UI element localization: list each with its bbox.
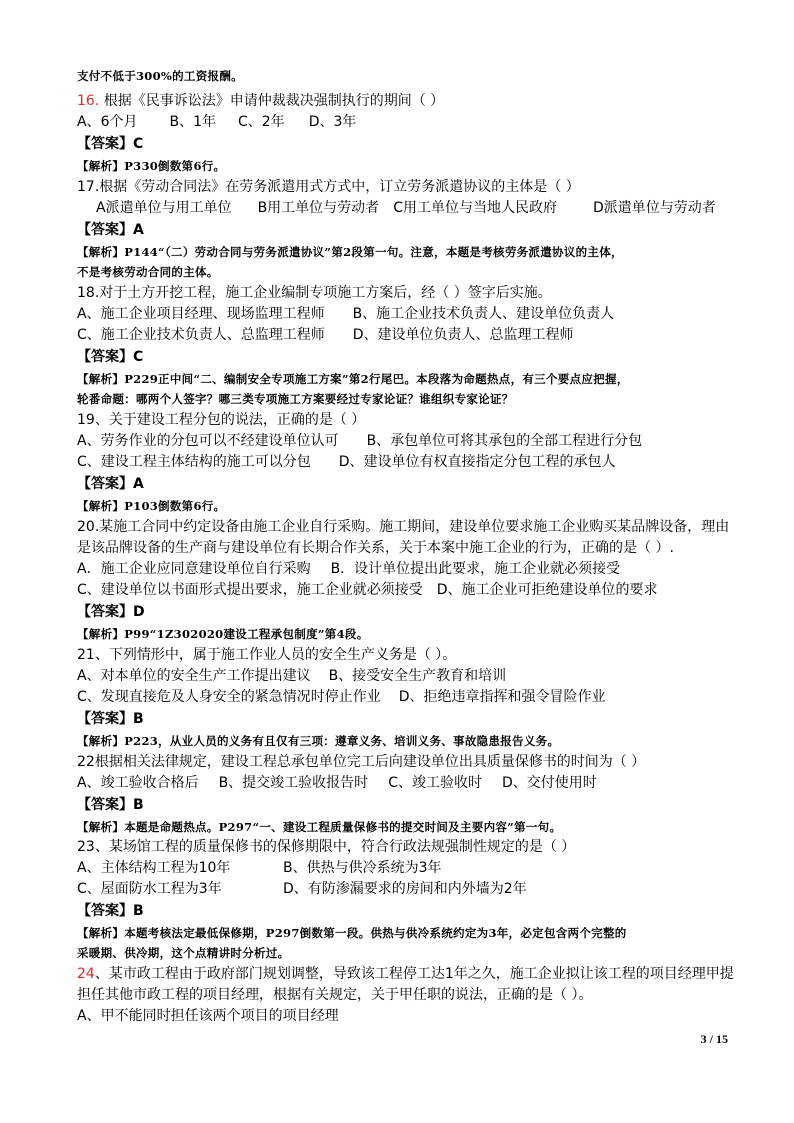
answer-value: C (133, 136, 144, 152)
analysis-text: P229正中间“二、编制安全专项施工方案”第2行尾巴。本段落为命题热点，有三个要点应把握， (124, 372, 629, 386)
option-c: C、建设工程主体结构的施工可以分包 (77, 454, 311, 470)
question-20-options-row-1 (77, 560, 620, 578)
option-d: D、交付使用时 (501, 775, 597, 791)
analysis-text: P330倒数第6行。 (124, 159, 226, 173)
question-17-options (96, 199, 716, 217)
question-23-options-row-1 (77, 859, 442, 877)
analysis-23-continued: 采暖期、供冷期，这个点精讲时分析过。 (77, 946, 290, 960)
answer-value: D (133, 604, 145, 620)
analysis-label: 【解析】 (77, 734, 125, 748)
option-c: C、竣工验收时 (388, 775, 482, 791)
answer-label: 【答案】 (77, 797, 133, 813)
option-b: B．设计单位提出此要求，施工企业就必须接受 (330, 561, 621, 577)
question-21: 21、下列情形中，属于施工作业人员的安全生产义务是（ ）。 (77, 647, 457, 663)
question-18: 18.对于土方开挖工程，施工企业编制专项施工方案后，经（ ）签字后实施。 (77, 285, 552, 301)
analysis-text: 本题是命题热点。P297“一、建设工程质量保修书的提交时间及主要内容”第一句。 (124, 820, 562, 834)
answer-label: 【答案】 (77, 903, 133, 919)
question-23-options-row-2 (77, 880, 527, 898)
analysis-label: 【解析】 (77, 245, 125, 259)
option-a: A、主体结构工程为10年 (77, 860, 231, 876)
option-c: C、2年 (238, 114, 285, 130)
answer-23 (77, 902, 144, 920)
previous-analysis-fragment: 支付不低于300%的工资报酬。 (77, 69, 243, 83)
option-a: A、劳务作业的分包可以不经建设单位认可 (77, 433, 339, 449)
question-21-options-row-2 (77, 688, 606, 706)
analysis-label: 【解析】 (77, 627, 125, 641)
answer-label: 【答案】 (77, 476, 133, 492)
option-b: B用工单位与劳动者 (257, 200, 380, 216)
question-24-number: 24 (77, 966, 95, 982)
analysis-label: 【解析】 (77, 159, 125, 173)
answer-20 (77, 603, 145, 621)
question-20-continued: 是该品牌设备的生产商与建设单位有长期合作关系，关于本案中施工企业的行为，正确的是（ ）. (77, 540, 674, 556)
option-b: B、1年 (169, 114, 216, 130)
analysis-17 (77, 243, 623, 261)
question-22-options (77, 774, 597, 792)
answer-label: 【答案】 (77, 222, 133, 238)
option-a: A、竣工验收合格后 (77, 775, 199, 791)
option-d: D、3年 (308, 114, 357, 130)
option-a: A、6个月 (77, 114, 138, 130)
question-19: 19、关于建设工程分包的说法，正确的是（ ） (77, 412, 366, 428)
question-21-options-row-1 (77, 667, 506, 685)
answer-value: B (133, 711, 144, 727)
analysis-label: 【解析】 (77, 499, 125, 513)
analysis-text: P103倒数第6行。 (124, 499, 226, 513)
answer-18 (77, 348, 143, 366)
option-d: D、建设单位负责人、总监理工程师 (352, 327, 574, 343)
analysis-22 (77, 818, 561, 836)
option-c: C、屋面防水工程为3年 (77, 881, 222, 897)
option-b: B、接受安全生产教育和培训 (328, 668, 507, 684)
option-d: D、建设单位有权直接指定分包工程的承包人 (338, 454, 616, 470)
question-18-options-row-2 (77, 326, 574, 344)
question-16 (77, 92, 444, 110)
analysis-text: P99“1Z302020建设工程承包制度”第4段。 (124, 627, 369, 641)
answer-value: A (133, 222, 144, 238)
analysis-18-continued: 轮番命题：哪两个人签字？哪三类专项施工方案要经过专家论证？谁组织专家论证？ (77, 392, 514, 406)
answer-21 (77, 710, 144, 728)
question-24-continued: 担任其他市政工程的项目经理，根据有关规定，关于甲任职的说法，正确的是（ ）。 (77, 987, 593, 1003)
question-16-text: 根据《民事诉讼法》申请仲裁裁决强制执行的期间（ ） (99, 93, 445, 109)
answer-22 (77, 796, 144, 814)
analysis-label: 【解析】 (77, 926, 125, 940)
answer-label: 【答案】 (77, 711, 133, 727)
option-a: A派遣单位与用工单位 (96, 200, 232, 216)
option-a: A、对本单位的安全生产工作提出建议 (77, 668, 311, 684)
question-20: 20.某施工合同中约定设备由施工企业自行采购。施工期间，建设单位要求施工企业购买某品牌设备，理由 (77, 519, 730, 535)
question-19-options-row-2 (77, 453, 616, 471)
analysis-23 (77, 924, 627, 942)
answer-label: 【答案】 (77, 136, 133, 152)
option-d: D、有防渗漏要求的房间和内外墙为2年 (283, 881, 527, 897)
option-c: C、建设单位以书面形式提出要求，施工企业就必须接受 (77, 582, 423, 598)
analysis-18 (77, 370, 629, 388)
answer-19 (77, 475, 144, 493)
answer-value: B (133, 797, 144, 813)
analysis-label: 【解析】 (77, 372, 125, 386)
analysis-17-continued: 不是考核劳动合同的主体。 (77, 265, 219, 279)
answer-17 (77, 221, 144, 239)
answer-value: C (133, 349, 144, 365)
answer-value: A (133, 476, 144, 492)
analysis-label: 【解析】 (77, 820, 125, 834)
option-d: D、施工企业可拒绝建设单位的要求 (436, 582, 658, 598)
analysis-text: P223，从业人员的义务有且仅有三项：遵章义务、培训义务、事故隐患报告义务。 (124, 734, 560, 748)
question-18-options-row-1 (77, 305, 614, 323)
analysis-16 (77, 157, 225, 175)
question-24-text: 、某市政工程由于政府部门规划调整，导致该工程停工达1年之久，施工企业拟让该工程的项目经理甲提 (94, 966, 734, 982)
option-b: B、提交竣工验收报告时 (218, 775, 369, 791)
question-24 (77, 965, 734, 983)
option-d: D、拒绝违章指挥和强令冒险作业 (398, 689, 606, 705)
answer-16 (77, 135, 143, 153)
question-19-options-row-1 (77, 432, 642, 450)
question-16-options (77, 113, 356, 131)
option-c: C、发现直接危及人身安全的紧急情况时停止作业 (77, 689, 381, 705)
option-c: C用工单位与当地人民政府 (393, 200, 557, 216)
question-16-number: 16. (77, 93, 100, 109)
option-c: C、施工企业技术负责人、总监理工程师 (77, 327, 325, 343)
option-a: A．施工企业应同意建设单位自行采购 (77, 561, 311, 577)
option-d: D派遣单位与劳动者 (592, 200, 716, 216)
question-22: 22根据相关法律规定，建设工程总承包单位完工后向建设单位出具质量保修书的时间为（ ） (77, 754, 646, 770)
question-17: 17.根据《劳动合同法》在劳务派遣用式方式中，订立劳务派遣协议的主体是（ ） (77, 179, 580, 195)
option-b: B、施工企业技术负责人、建设单位负责人 (352, 306, 615, 322)
option-b: B、承包单位可将其承包的全部工程进行分包 (366, 433, 643, 449)
option-a: A、施工企业项目经理、现场监理工程师 (77, 306, 325, 322)
analysis-text: 本题考核法定最低保修期，P297倒数第一段。供热与供冷系统约定为3年，必定包含两个完整的 (124, 926, 627, 940)
analysis-19 (77, 497, 225, 515)
question-20-options-row-2 (77, 581, 658, 599)
analysis-20 (77, 625, 369, 643)
option-b: B、供热与供冷系统为3年 (283, 860, 442, 876)
analysis-text: P144“（二）劳动合同与劳务派遣协议”第2段第一句。注意，本题是考核劳务派遣协议的主体， (124, 245, 623, 259)
answer-value: B (133, 903, 144, 919)
question-24-option-a: A、甲不能同时担任该两个项目的项目经理 (77, 1008, 339, 1024)
page-number: 3 / 15 (700, 1032, 728, 1046)
answer-label: 【答案】 (77, 349, 133, 365)
answer-label: 【答案】 (77, 604, 133, 620)
analysis-21 (77, 732, 559, 750)
question-23: 23、某场馆工程的质量保修书的保修期限中，符合行政法规强制性规定的是（ ） (77, 839, 576, 855)
